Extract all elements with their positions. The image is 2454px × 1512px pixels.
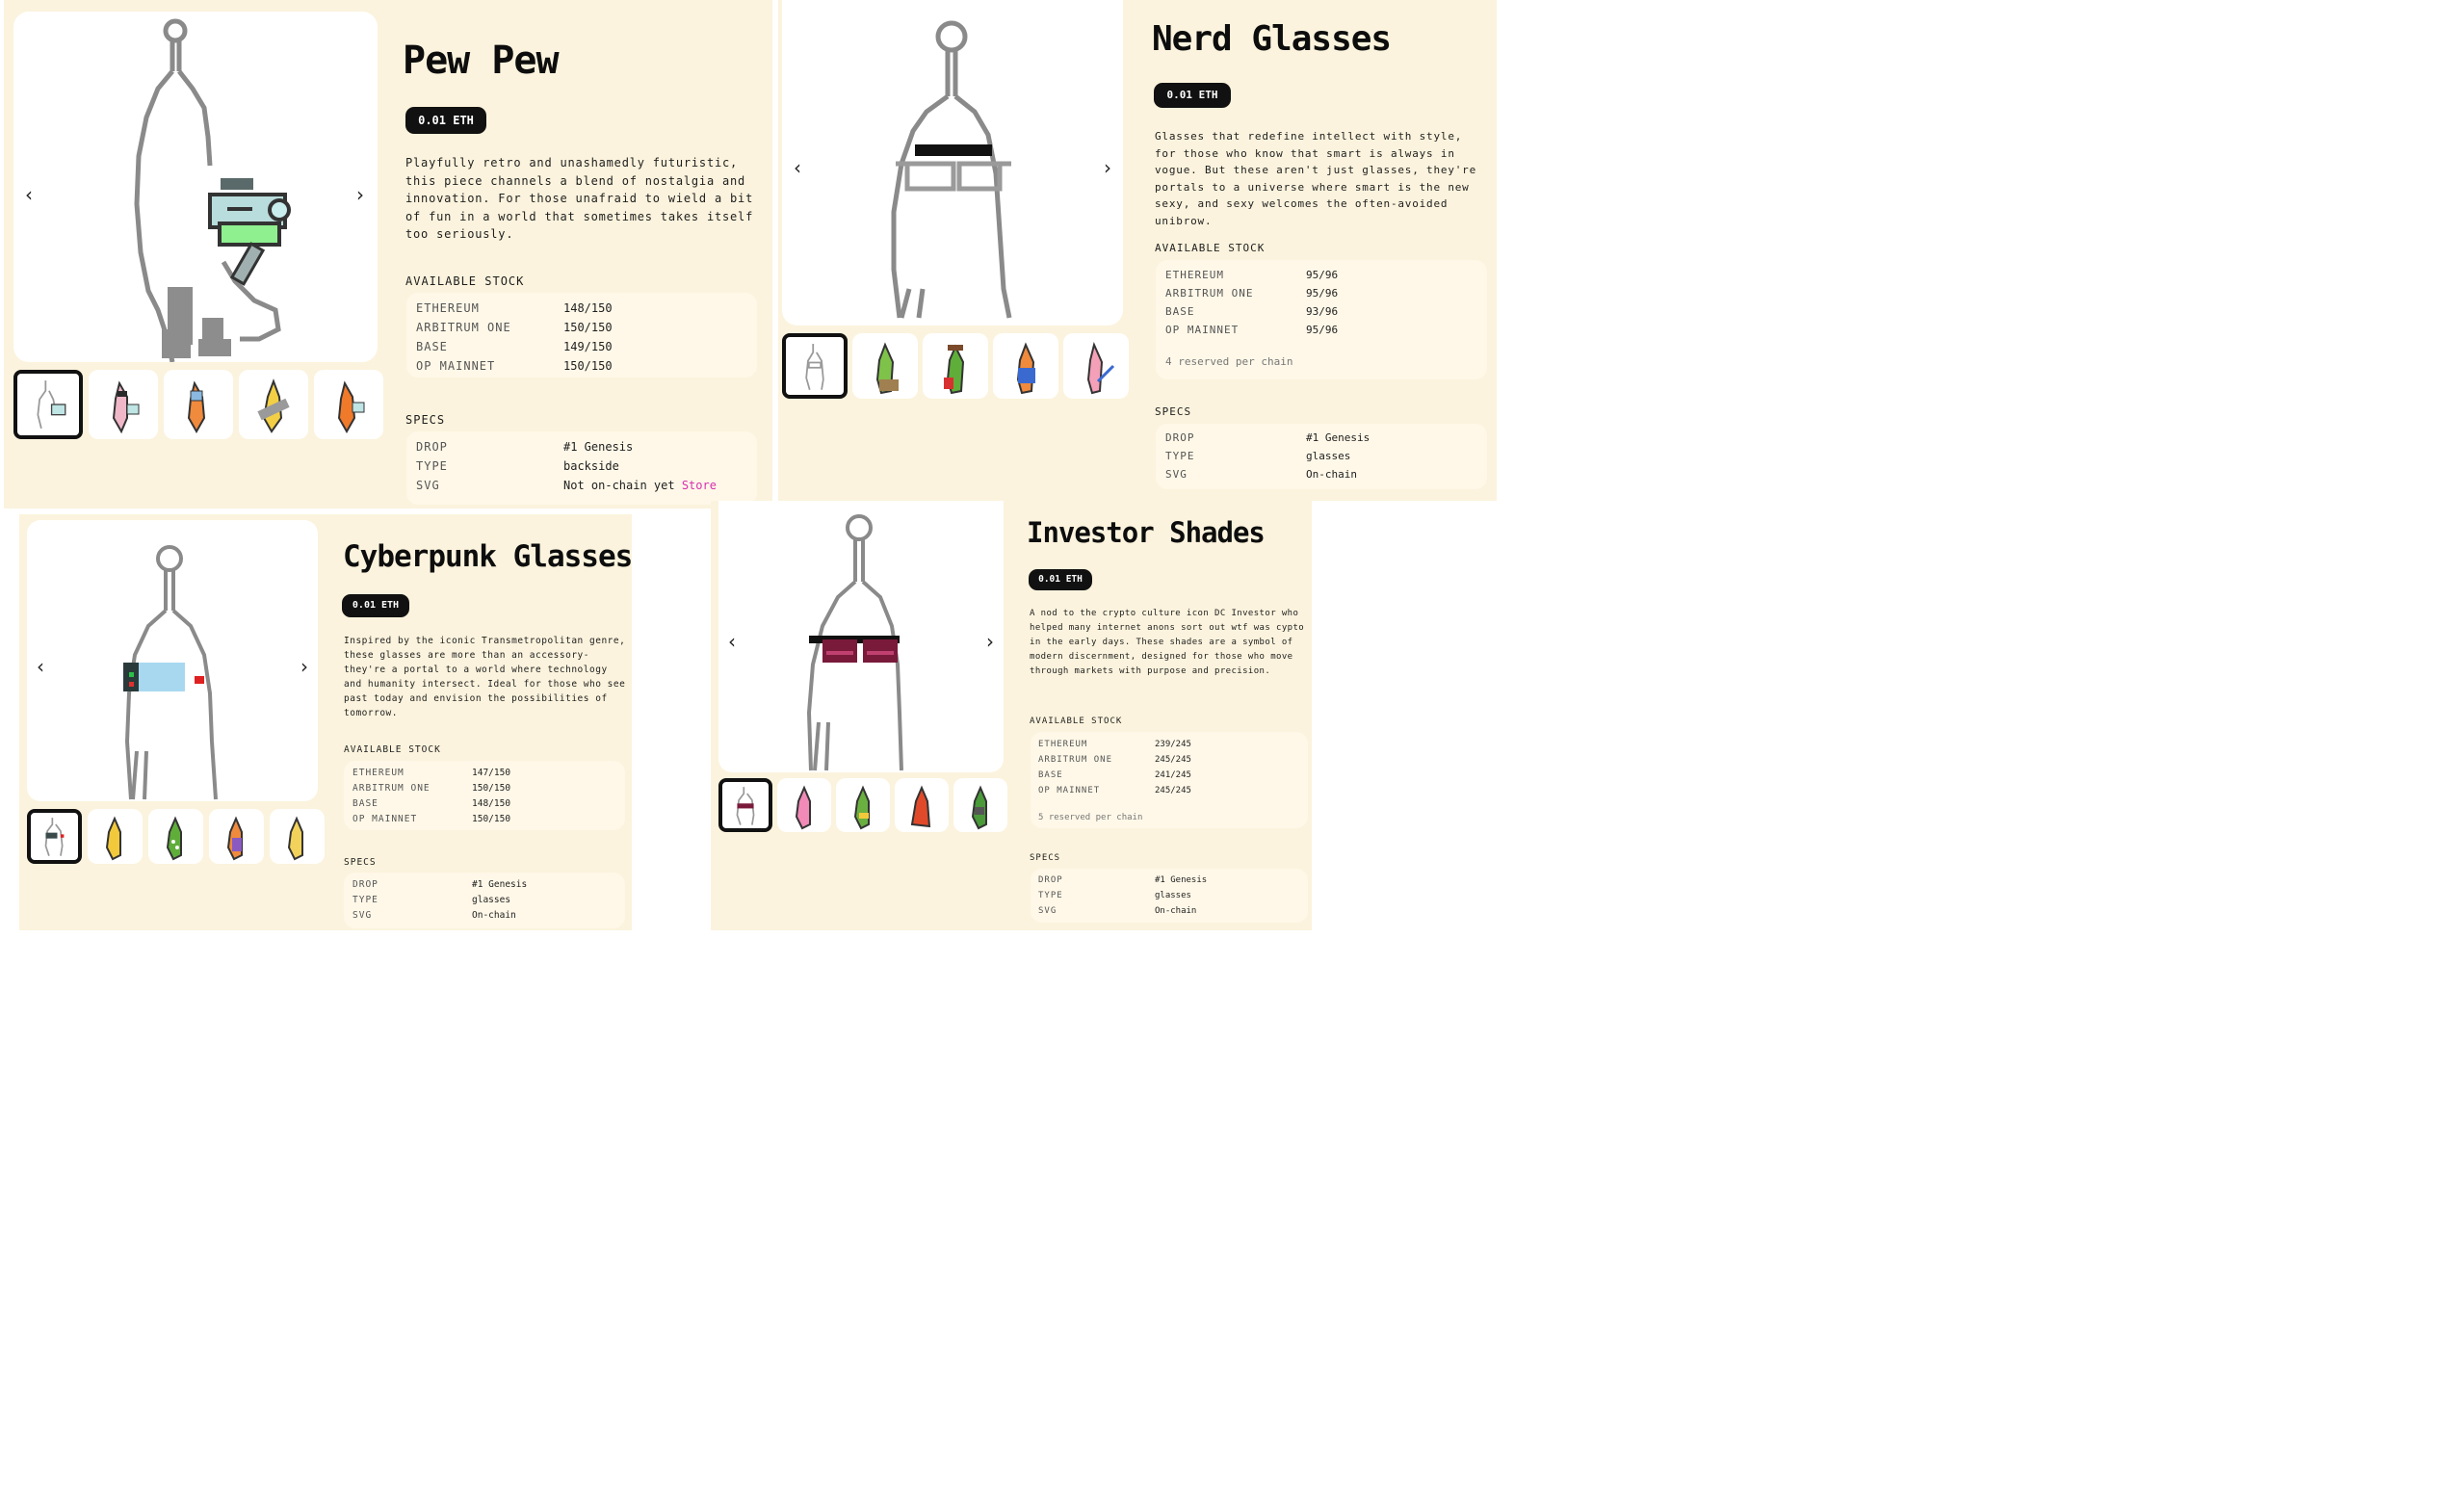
cyberpunk-glasses-character-image xyxy=(27,520,318,801)
stock-row xyxy=(416,356,747,376)
spec-row xyxy=(416,456,747,476)
spec-key: DROP xyxy=(416,440,448,454)
available-stock-heading: AVAILABLE STOCK xyxy=(344,744,441,755)
chain-name: ARBITRUM ONE xyxy=(1038,755,1113,765)
store-link[interactable]: Store xyxy=(681,479,717,492)
specs-heading: SPECS xyxy=(1155,405,1192,418)
chain-name: ARBITRUM ONE xyxy=(352,783,431,794)
thumbnail-selected[interactable] xyxy=(27,809,82,864)
thumbnail[interactable] xyxy=(836,778,890,832)
stock-value: 150/150 xyxy=(563,359,613,373)
spec-key: TYPE xyxy=(1038,891,1063,900)
thumbnail[interactable] xyxy=(777,778,831,832)
prev-image-arrow[interactable]: ‹ xyxy=(794,156,801,179)
available-stock-heading: AVAILABLE STOCK xyxy=(1155,242,1266,254)
stock-value: 95/96 xyxy=(1306,287,1339,300)
thumbnail[interactable] xyxy=(88,809,143,864)
spec-row xyxy=(352,893,616,908)
stock-row xyxy=(1165,321,1477,339)
specs-heading: SPECS xyxy=(405,413,446,427)
spec-row xyxy=(1038,903,1300,919)
stock-row xyxy=(352,766,616,781)
spec-value: Not on-chain yet xyxy=(563,479,675,492)
chain-name: OP MAINNET xyxy=(1038,786,1101,795)
spec-key: SVG xyxy=(1165,468,1188,481)
stock-row xyxy=(416,337,747,356)
chain-name: BASE xyxy=(352,798,379,809)
stock-row xyxy=(352,812,616,827)
spec-key: TYPE xyxy=(352,895,379,905)
stock-row xyxy=(1038,783,1300,798)
product-image-viewer xyxy=(13,12,378,362)
stock-row xyxy=(416,318,747,337)
spec-value: On-chain xyxy=(1155,906,1197,916)
stock-value: 150/150 xyxy=(563,321,613,334)
spec-row xyxy=(1165,447,1477,465)
stock-table xyxy=(1031,732,1308,828)
stock-value: 241/245 xyxy=(1155,770,1191,780)
chain-name: OP MAINNET xyxy=(352,814,418,824)
stock-row xyxy=(1165,284,1477,302)
thumbnail[interactable] xyxy=(209,809,264,864)
product-title: Investor Shades xyxy=(1027,516,1265,549)
stock-value: 95/96 xyxy=(1306,324,1339,336)
spec-row xyxy=(1038,873,1300,888)
product-title: Pew Pew xyxy=(403,39,559,83)
stock-value: 147/150 xyxy=(472,768,511,778)
thumbnail[interactable] xyxy=(993,333,1058,399)
product-panel-cyberpunk-glasses xyxy=(19,514,632,930)
chain-name: OP MAINNET xyxy=(416,359,496,373)
spec-value: On-chain xyxy=(472,910,516,921)
product-image-viewer xyxy=(782,0,1123,326)
product-panel-nerd-glasses xyxy=(778,0,1497,501)
reserved-note: 4 reserved per chain xyxy=(1165,355,1293,368)
spec-key: SVG xyxy=(1038,906,1057,916)
spec-key: SVG xyxy=(352,910,373,921)
stock-row xyxy=(1038,768,1300,783)
chain-name: ARBITRUM ONE xyxy=(1165,287,1254,300)
spec-key: TYPE xyxy=(1165,450,1195,462)
price-badge: 0.01 ETH xyxy=(1157,86,1228,105)
product-title: Nerd Glasses xyxy=(1152,19,1392,59)
thumbnail-strip xyxy=(718,778,1007,832)
stock-row xyxy=(352,781,616,796)
spec-value: glasses xyxy=(1155,891,1191,900)
thumbnail-strip xyxy=(782,333,1129,399)
next-image-arrow[interactable]: › xyxy=(300,655,308,678)
specs-table xyxy=(406,431,757,505)
stock-row xyxy=(416,299,747,318)
product-description: Inspired by the iconic Transmetropolitan genre, these glasses are more than an accessory-they're a portal to a world where technology and humanity intersect. Ideal for those who see past today and envision the possibilities of tomorrow. xyxy=(344,636,626,718)
spec-row xyxy=(1165,429,1477,447)
product-panel-pew-pew xyxy=(4,0,772,508)
spec-value: #1 Genesis xyxy=(472,879,528,890)
spec-key: DROP xyxy=(1165,431,1195,444)
specs-heading: SPECS xyxy=(344,857,377,868)
chain-name: BASE xyxy=(1038,770,1063,780)
stock-row xyxy=(1038,737,1300,752)
available-stock-heading: AVAILABLE STOCK xyxy=(405,274,525,288)
thumbnail-selected[interactable] xyxy=(718,778,772,832)
prev-image-arrow[interactable]: ‹ xyxy=(25,183,33,206)
nerd-glasses-character-image xyxy=(782,0,1123,326)
spec-key: DROP xyxy=(352,879,379,890)
thumbnail[interactable] xyxy=(953,778,1007,832)
spec-key: DROP xyxy=(1038,875,1063,885)
product-panel-investor-shades xyxy=(711,501,1312,930)
thumbnail-selected[interactable] xyxy=(13,370,83,439)
stock-value: 148/150 xyxy=(472,798,511,809)
spec-value: #1 Genesis xyxy=(563,440,634,454)
pew-pew-character-image xyxy=(13,12,378,362)
stock-value: 148/150 xyxy=(563,301,613,315)
thumbnail[interactable] xyxy=(895,778,949,832)
stock-value: 245/245 xyxy=(1155,786,1191,795)
spec-row xyxy=(1038,888,1300,903)
spec-value: #1 Genesis xyxy=(1306,431,1371,444)
stock-row xyxy=(352,796,616,812)
chain-name: BASE xyxy=(1165,305,1195,318)
next-image-arrow[interactable]: › xyxy=(356,183,364,206)
stock-row xyxy=(1038,752,1300,768)
spec-value: #1 Genesis xyxy=(1155,875,1208,885)
stock-value: 245/245 xyxy=(1155,755,1191,765)
specs-table xyxy=(344,873,625,928)
specs-table xyxy=(1031,869,1308,923)
thumbnail[interactable] xyxy=(314,370,383,439)
chain-name: BASE xyxy=(416,340,448,353)
product-image-viewer xyxy=(27,520,318,801)
chain-name: OP MAINNET xyxy=(1165,324,1240,336)
spec-row xyxy=(352,877,616,893)
product-description: Glasses that redefine intellect with style, for those who know that smart is always in vogue. But these aren't just glasses, they're portals to a universe where smart is the new sexy, and sexy welcomes the often-avoided unibrow. xyxy=(1155,130,1477,227)
thumbnail[interactable] xyxy=(1063,333,1129,399)
product-title: Cyberpunk Glasses xyxy=(343,539,632,574)
stock-value: 150/150 xyxy=(472,783,511,794)
thumbnail-strip xyxy=(13,370,383,439)
chain-name: ETHEREUM xyxy=(1038,740,1088,749)
specs-table xyxy=(1156,424,1487,489)
spec-key: SVG xyxy=(416,479,440,492)
thumbnail[interactable] xyxy=(270,809,325,864)
chain-name: ETHEREUM xyxy=(416,301,480,315)
chain-name: ETHEREUM xyxy=(1165,269,1224,281)
next-image-arrow[interactable]: › xyxy=(1104,156,1111,179)
stock-table xyxy=(344,761,625,830)
chain-name: ARBITRUM ONE xyxy=(416,321,511,334)
spec-value: On-chain xyxy=(1306,468,1357,481)
price-badge: 0.01 ETH xyxy=(1031,572,1089,587)
specs-heading: SPECS xyxy=(1030,853,1061,863)
chain-name: ETHEREUM xyxy=(352,768,405,778)
available-stock-heading: AVAILABLE STOCK xyxy=(1030,717,1123,726)
spec-row xyxy=(416,437,747,456)
thumbnail[interactable] xyxy=(239,370,308,439)
thumbnail[interactable] xyxy=(164,370,233,439)
spec-value: backside xyxy=(563,459,619,473)
stock-table xyxy=(1156,260,1487,379)
stock-value: 93/96 xyxy=(1306,305,1339,318)
stock-value: 239/245 xyxy=(1155,740,1191,749)
thumbnail-strip xyxy=(27,809,325,864)
investor-shades-character-image xyxy=(718,501,1004,772)
next-image-arrow[interactable]: › xyxy=(986,630,994,653)
spec-key: TYPE xyxy=(416,459,448,473)
spec-value: glasses xyxy=(1306,450,1351,462)
thumbnail[interactable] xyxy=(89,370,158,439)
stock-table xyxy=(406,293,757,378)
stock-value: 149/150 xyxy=(563,340,613,353)
stock-row xyxy=(1165,266,1477,284)
prev-image-arrow[interactable]: ‹ xyxy=(37,655,44,678)
reserved-note: 5 reserved per chain xyxy=(1038,813,1143,822)
thumbnail-selected[interactable] xyxy=(782,333,848,399)
product-description: Playfully retro and unashamedly futuristic, this piece channels a blend of nostalgia and innovation. For those unafraid to wield a bit of fun in a world that sometimes takes itself too seriously. xyxy=(405,156,754,241)
product-image-viewer xyxy=(718,501,1004,772)
product-description: A nod to the crypto culture icon DC Investor who helped many internet anons sort out wtf was cypto in the early days. These shades are a symbol of modern discernment, designed for those who move through markets with purpose and precision. xyxy=(1030,609,1305,676)
thumbnail[interactable] xyxy=(852,333,918,399)
price-badge: 0.01 ETH xyxy=(345,597,406,614)
thumbnail[interactable] xyxy=(923,333,988,399)
spec-row xyxy=(1165,465,1477,483)
stock-value: 150/150 xyxy=(472,814,511,824)
spec-value: glasses xyxy=(472,895,511,905)
spec-row xyxy=(352,908,616,924)
thumbnail[interactable] xyxy=(148,809,203,864)
spec-row xyxy=(416,476,747,495)
stock-row xyxy=(1165,302,1477,321)
stock-value: 95/96 xyxy=(1306,269,1339,281)
prev-image-arrow[interactable]: ‹ xyxy=(728,630,736,653)
price-badge: 0.01 ETH xyxy=(408,110,483,131)
